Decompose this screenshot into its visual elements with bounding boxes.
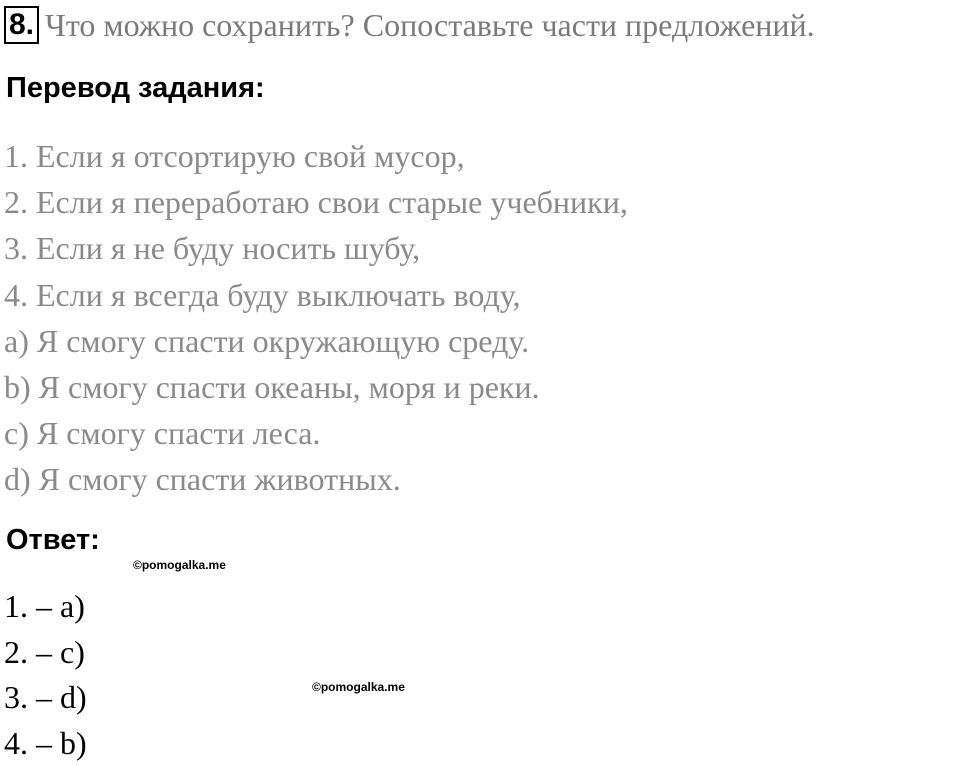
- translation-item: 3. Если я не буду носить шубу,: [4, 225, 628, 271]
- answer-heading: Ответ:: [6, 524, 100, 557]
- task-number: 8.: [4, 6, 39, 44]
- answer-list: [4, 584, 87, 766]
- translation-item: b) Я смогу спасти океаны, моря и реки.: [4, 364, 628, 410]
- answer-item: 4. – b): [4, 721, 87, 766]
- translation-item: a) Я смогу спасти окружающую среду.: [4, 318, 628, 364]
- translation-item: d) Я смогу спасти животных.: [4, 456, 628, 502]
- watermark: ©pomogalka.me: [312, 680, 405, 694]
- task-title: Что можно сохранить? Сопоставьте части предложений.: [45, 7, 815, 44]
- task-header: [4, 6, 815, 44]
- translation-list: [4, 133, 628, 503]
- answer-item: 2. – c): [4, 630, 87, 676]
- answer-item: 1. – a): [4, 584, 87, 630]
- translation-item: 4. Если я всегда буду выключать воду,: [4, 272, 628, 318]
- translation-item: 1. Если я отсортирую свой мусор,: [4, 133, 628, 179]
- translation-item: c) Я смогу спасти леса.: [4, 410, 628, 456]
- translation-heading: Перевод задания:: [6, 72, 265, 105]
- translation-item: 2. Если я переработаю свои старые учебники,: [4, 179, 628, 225]
- answer-item: 3. – d): [4, 675, 87, 721]
- watermark: ©pomogalka.me: [133, 558, 226, 572]
